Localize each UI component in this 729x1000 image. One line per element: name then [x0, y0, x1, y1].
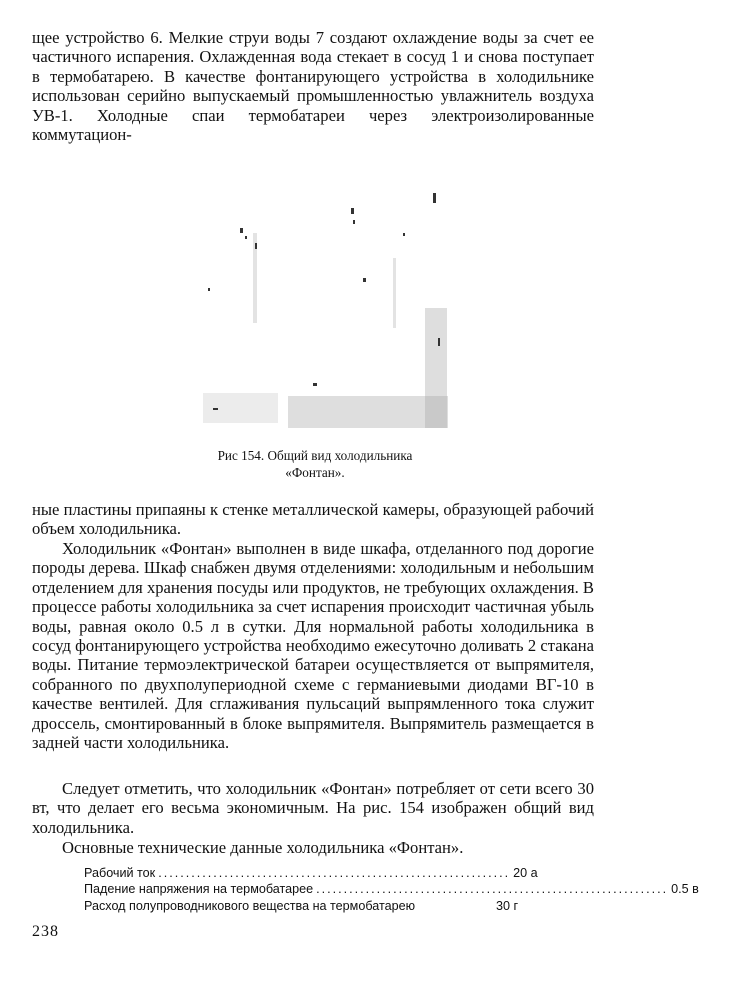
- spec-row-voltage: [84, 881, 699, 897]
- paragraph-after-figure: ные пластины припаяны к стенке металлической камеры, образующей рабочий объем холодильника.: [32, 500, 594, 539]
- spec-value: 30 г: [496, 898, 519, 913]
- spec-value: 0.5 в: [671, 882, 699, 897]
- paragraph-continuation: щее устройство 6. Мелкие струи воды 7 создают охлаждение воды за счет ее частичного испарения. Охлажденная вода стекает в сосуд 1 и снова поступает в термобатарею. В качестве фонтанирующего устройства в холодильнике использован серийно выпускаемый промышленностью увлажнитель воздуха УВ-1. Холодные спаи термобатареи через электроизолированные коммутацион-: [32, 28, 594, 145]
- figure-caption: [160, 447, 470, 481]
- spec-value: 20 а: [513, 866, 538, 880]
- specs-heading: Основные технические данные холодильника «Фонтан».: [62, 838, 464, 857]
- spec-leader-dots: ................................................................: [316, 882, 669, 897]
- spec-label: Расход полупроводникового вещества на термобатарею: [84, 898, 416, 913]
- spec-row-material: [84, 898, 554, 914]
- spec-leader-dots: ................................................................: [158, 866, 511, 880]
- caption-line-1: Рис 154. Общий вид холодильника: [217, 448, 413, 463]
- spec-label: Падение напряжения на термобатарее: [84, 882, 314, 897]
- paragraph-description: Холодильник «Фонтан» выполнен в виде шкафа, отделанного под дорогие породы дерева. Шкаф снабжен двумя отделениями: холодильным и небольшим отделением для хранения посуды или продуктов, не требующих охлаждения. В процессе работы холодильника за счет испарения происходит частичная убыль воды, равная около 0.5 л в сутки. Для нормальной работы холодильника в сосуд фонтанирующего устройства необходимо ежесуточно доливать 2 стакана воды. Питание термоэлектрической батареи осуществляется от выпрямителя, собранного по двухполупериодной схеме с германиевыми диодами ВГ-10 в качестве вентилей. Для сглаживания пульсаций выпрямленного тока служит дроссель, смонтированный в блоке выпрямителя. Выпрямитель размещается в задней части холодильника.: [32, 539, 594, 753]
- spec-label: Рабочий ток: [84, 866, 156, 880]
- page-number: 238: [32, 923, 59, 940]
- specs-table: [84, 865, 699, 914]
- figure-refrigerator-photo: [193, 158, 455, 433]
- refrigerator-image: [193, 158, 455, 433]
- paragraph-consumption: Следует отметить, что холодильник «Фонтан» потребляет от сети всего 30 вт, что делает его весьма экономичным. На рис. 154 изображен общий вид холодильника.: [32, 779, 594, 837]
- spec-row-current: [84, 865, 554, 881]
- caption-line-2: «Фонтан».: [285, 465, 345, 480]
